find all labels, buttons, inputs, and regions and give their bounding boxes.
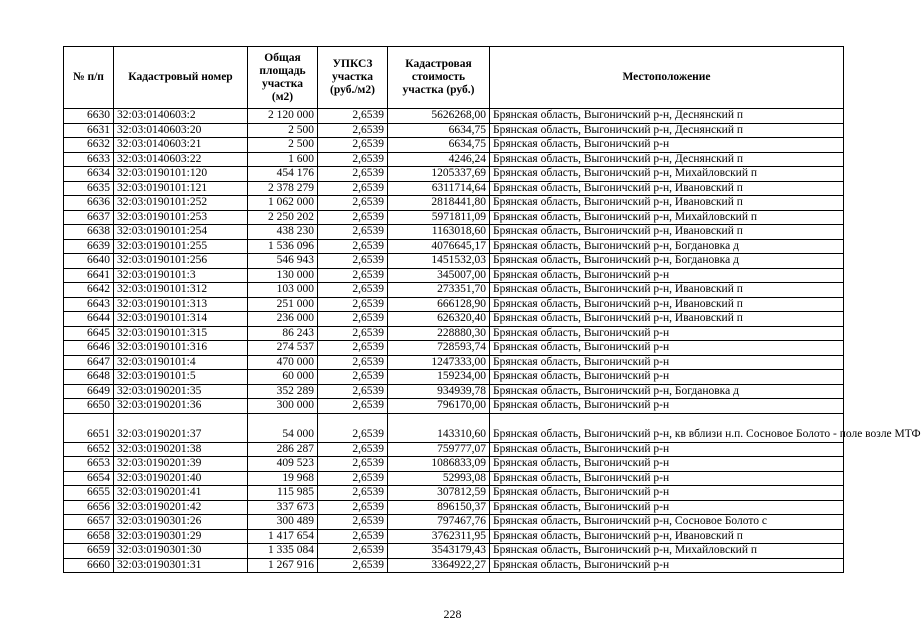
- area-cell: 300 489: [248, 515, 318, 530]
- cadastral-number-cell: 32:03:0190201:35: [114, 384, 248, 399]
- cadastral-number-cell: 32:03:0140603:20: [114, 123, 248, 138]
- area-cell: 454 176: [248, 167, 318, 182]
- rate-cell: 2,6539: [318, 544, 388, 559]
- rate-cell: 2,6539: [318, 225, 388, 240]
- area-cell: 19 968: [248, 471, 318, 486]
- rate-cell: 2,6539: [318, 384, 388, 399]
- location-cell: Брянская область, Выгоничский р-н, Деснянский п: [490, 123, 844, 138]
- rate-cell: 2,6539: [318, 297, 388, 312]
- rate-cell: 2,6539: [318, 413, 388, 442]
- cadastral-number-cell: 32:03:0190301:31: [114, 558, 248, 573]
- cost-cell: 3364922,27: [388, 558, 490, 573]
- cadastral-number-cell: 32:03:0190101:312: [114, 283, 248, 298]
- location-cell: Брянская область, Выгоничский р-н, Ивановский п: [490, 283, 844, 298]
- area-cell: 251 000: [248, 297, 318, 312]
- cost-cell: 159234,00: [388, 370, 490, 385]
- cost-cell: 307812,59: [388, 486, 490, 501]
- cost-cell: 5971811,09: [388, 210, 490, 225]
- row-number-cell: 6634: [64, 167, 114, 182]
- cost-cell: 143310,60: [388, 413, 490, 442]
- area-cell: 86 243: [248, 326, 318, 341]
- cadastral-number-cell: 32:03:0190101:252: [114, 196, 248, 211]
- location-cell: Брянская область, Выгоничский р-н: [490, 457, 844, 472]
- table-row: [64, 167, 844, 182]
- location-cell: Брянская область, Выгоничский р-н: [490, 399, 844, 414]
- table-row: [64, 268, 844, 283]
- cadastral-number-cell: 32:03:0190101:5: [114, 370, 248, 385]
- row-number-cell: 6631: [64, 123, 114, 138]
- table-row: [64, 123, 844, 138]
- cost-cell: 6311714,64: [388, 181, 490, 196]
- table-row: [64, 138, 844, 153]
- area-cell: 1 536 096: [248, 239, 318, 254]
- area-cell: 60 000: [248, 370, 318, 385]
- row-number-cell: 6630: [64, 109, 114, 124]
- rate-cell: 2,6539: [318, 196, 388, 211]
- header-area: Общая площадь участка (м2): [248, 47, 318, 109]
- area-cell: 2 250 202: [248, 210, 318, 225]
- location-cell: Брянская область, Выгоничский р-н, Ивановский п: [490, 529, 844, 544]
- rate-cell: 2,6539: [318, 500, 388, 515]
- row-number-cell: 6641: [64, 268, 114, 283]
- area-cell: 236 000: [248, 312, 318, 327]
- table-row: [64, 529, 844, 544]
- table-row: [64, 500, 844, 515]
- rate-cell: 2,6539: [318, 515, 388, 530]
- row-number-cell: 6638: [64, 225, 114, 240]
- cadastral-number-cell: 32:03:0190201:40: [114, 471, 248, 486]
- table-row: [64, 181, 844, 196]
- area-cell: 2 120 000: [248, 109, 318, 124]
- row-number-cell: 6639: [64, 239, 114, 254]
- location-cell: Брянская область, Выгоничский р-н: [490, 355, 844, 370]
- area-cell: 438 230: [248, 225, 318, 240]
- cost-cell: 3543179,43: [388, 544, 490, 559]
- row-number-cell: 6656: [64, 500, 114, 515]
- table-row: [64, 283, 844, 298]
- cost-cell: 3762311,95: [388, 529, 490, 544]
- cadastral-number-cell: 32:03:0190201:39: [114, 457, 248, 472]
- cadastral-number-cell: 32:03:0190301:30: [114, 544, 248, 559]
- cost-cell: 626320,40: [388, 312, 490, 327]
- area-cell: 470 000: [248, 355, 318, 370]
- cadastral-number-cell: 32:03:0190201:38: [114, 442, 248, 457]
- table-row: [64, 384, 844, 399]
- cost-cell: 759777,07: [388, 442, 490, 457]
- table-row: [64, 355, 844, 370]
- header-cadastral-number: Кадастровый номер: [114, 47, 248, 109]
- cost-cell: 6634,75: [388, 138, 490, 153]
- row-number-cell: 6640: [64, 254, 114, 269]
- cost-cell: 6634,75: [388, 123, 490, 138]
- location-cell: Брянская область, Выгоничский р-н: [490, 138, 844, 153]
- rate-cell: 2,6539: [318, 355, 388, 370]
- cadastral-number-cell: 32:03:0190101:314: [114, 312, 248, 327]
- table-row: [64, 239, 844, 254]
- cadastral-number-cell: 32:03:0190101:255: [114, 239, 248, 254]
- table-row: [64, 326, 844, 341]
- row-number-cell: 6642: [64, 283, 114, 298]
- rate-cell: 2,6539: [318, 181, 388, 196]
- area-cell: 2 500: [248, 138, 318, 153]
- table-row: [64, 152, 844, 167]
- cost-cell: 666128,90: [388, 297, 490, 312]
- rate-cell: 2,6539: [318, 558, 388, 573]
- row-number-cell: 6655: [64, 486, 114, 501]
- row-number-cell: 6651: [64, 413, 114, 442]
- cadastral-number-cell: 32:03:0190301:26: [114, 515, 248, 530]
- row-number-cell: 6652: [64, 442, 114, 457]
- location-cell: Брянская область, Выгоничский р-н, Михайловский п: [490, 167, 844, 182]
- area-cell: 286 287: [248, 442, 318, 457]
- location-cell: Брянская область, Выгоничский р-н, Михайловский п: [490, 544, 844, 559]
- rate-cell: 2,6539: [318, 326, 388, 341]
- row-number-cell: 6633: [64, 152, 114, 167]
- row-number-cell: 6653: [64, 457, 114, 472]
- cost-cell: 345007,00: [388, 268, 490, 283]
- row-number-cell: 6659: [64, 544, 114, 559]
- area-cell: 1 267 916: [248, 558, 318, 573]
- cost-cell: 1451532,03: [388, 254, 490, 269]
- cadastral-number-cell: 32:03:0140603:22: [114, 152, 248, 167]
- cost-cell: 796170,00: [388, 399, 490, 414]
- table-row: [64, 457, 844, 472]
- location-cell: Брянская область, Выгоничский р-н, Богдановка д: [490, 239, 844, 254]
- location-cell: Брянская область, Выгоничский р-н, Деснянский п: [490, 109, 844, 124]
- location-cell: Брянская область, Выгоничский р-н: [490, 471, 844, 486]
- location-cell: Брянская область, Выгоничский р-н, Ивановский п: [490, 196, 844, 211]
- cost-cell: 934939,78: [388, 384, 490, 399]
- area-cell: 352 289: [248, 384, 318, 399]
- cadastral-number-cell: 32:03:0190101:3: [114, 268, 248, 283]
- rate-cell: 2,6539: [318, 152, 388, 167]
- row-number-cell: 6635: [64, 181, 114, 196]
- location-cell: Брянская область, Выгоничский р-н, Ивановский п: [490, 225, 844, 240]
- table-row: [64, 544, 844, 559]
- table-row: [64, 399, 844, 414]
- cadastral-number-cell: 32:03:0190201:36: [114, 399, 248, 414]
- area-cell: 337 673: [248, 500, 318, 515]
- area-cell: 103 000: [248, 283, 318, 298]
- location-cell: Брянская область, Выгоничский р-н, Ивановский п: [490, 181, 844, 196]
- area-cell: 1 600: [248, 152, 318, 167]
- location-cell: Брянская область, Выгоничский р-н, Ивановский п: [490, 312, 844, 327]
- cadastral-number-cell: 32:03:0190101:121: [114, 181, 248, 196]
- row-number-cell: 6658: [64, 529, 114, 544]
- cadastral-number-cell: 32:03:0190101:120: [114, 167, 248, 182]
- rate-cell: 2,6539: [318, 370, 388, 385]
- table-row: [64, 254, 844, 269]
- table-row: [64, 413, 844, 442]
- rate-cell: 2,6539: [318, 268, 388, 283]
- table-row: [64, 515, 844, 530]
- row-number-cell: 6650: [64, 399, 114, 414]
- rate-cell: 2,6539: [318, 210, 388, 225]
- cost-cell: 4076645,17: [388, 239, 490, 254]
- cadastral-number-cell: 32:03:0190101:313: [114, 297, 248, 312]
- rate-cell: 2,6539: [318, 486, 388, 501]
- rate-cell: 2,6539: [318, 399, 388, 414]
- area-cell: 546 943: [248, 254, 318, 269]
- cost-cell: 5626268,00: [388, 109, 490, 124]
- header-rate: УПКСЗ участка (руб./м2): [318, 47, 388, 109]
- cost-cell: 1247333,00: [388, 355, 490, 370]
- location-cell: Брянская область, Выгоничский р-н: [490, 558, 844, 573]
- table-row: [64, 486, 844, 501]
- cost-cell: 896150,37: [388, 500, 490, 515]
- rate-cell: 2,6539: [318, 239, 388, 254]
- table-row: [64, 312, 844, 327]
- table-row: [64, 196, 844, 211]
- row-number-cell: 6632: [64, 138, 114, 153]
- area-cell: 115 985: [248, 486, 318, 501]
- cost-cell: 2818441,80: [388, 196, 490, 211]
- rate-cell: 2,6539: [318, 109, 388, 124]
- cadastral-number-cell: 32:03:0140603:2: [114, 109, 248, 124]
- table-row: [64, 471, 844, 486]
- table-row: [64, 341, 844, 356]
- area-cell: 1 062 000: [248, 196, 318, 211]
- row-number-cell: 6643: [64, 297, 114, 312]
- location-cell: Брянская область, Выгоничский р-н, Богдановка д: [490, 384, 844, 399]
- cadastral-number-cell: 32:03:0190101:4: [114, 355, 248, 370]
- area-cell: 54 000: [248, 413, 318, 442]
- area-cell: 1 335 084: [248, 544, 318, 559]
- location-cell: Брянская область, Выгоничский р-н: [490, 326, 844, 341]
- header-row-number: № п/п: [64, 47, 114, 109]
- row-number-cell: 6646: [64, 341, 114, 356]
- rate-cell: 2,6539: [318, 457, 388, 472]
- table-header-row: [64, 47, 844, 109]
- rate-cell: 2,6539: [318, 123, 388, 138]
- cost-cell: 797467,76: [388, 515, 490, 530]
- cadastral-number-cell: 32:03:0190201:41: [114, 486, 248, 501]
- rate-cell: 2,6539: [318, 312, 388, 327]
- cadastral-number-cell: 32:03:0190301:29: [114, 529, 248, 544]
- location-cell: Брянская область, Выгоничский р-н: [490, 341, 844, 356]
- rate-cell: 2,6539: [318, 529, 388, 544]
- rate-cell: 2,6539: [318, 471, 388, 486]
- header-location: Местоположение: [490, 47, 844, 109]
- table-row: [64, 558, 844, 573]
- rate-cell: 2,6539: [318, 254, 388, 269]
- cost-cell: 52993,08: [388, 471, 490, 486]
- location-cell: Брянская область, Выгоничский р-н: [490, 442, 844, 457]
- row-number-cell: 6657: [64, 515, 114, 530]
- area-cell: 300 000: [248, 399, 318, 414]
- cadastral-number-cell: 32:03:0140603:21: [114, 138, 248, 153]
- table-row: [64, 297, 844, 312]
- location-cell: Брянская область, Выгоничский р-н, Михайловский п: [490, 210, 844, 225]
- row-number-cell: 6654: [64, 471, 114, 486]
- location-cell: Брянская область, Выгоничский р-н: [490, 500, 844, 515]
- location-cell: Брянская область, Выгоничский р-н: [490, 268, 844, 283]
- row-number-cell: 6645: [64, 326, 114, 341]
- row-number-cell: 6660: [64, 558, 114, 573]
- cost-cell: 1086833,09: [388, 457, 490, 472]
- rate-cell: 2,6539: [318, 442, 388, 457]
- area-cell: 2 500: [248, 123, 318, 138]
- row-number-cell: 6636: [64, 196, 114, 211]
- area-cell: 409 523: [248, 457, 318, 472]
- location-cell: Брянская область, Выгоничский р-н, кв вблизи н.п. Сосновое Болото - поле возле МТФ: [490, 413, 844, 442]
- location-cell: Брянская область, Выгоничский р-н, Ивановский п: [490, 297, 844, 312]
- row-number-cell: 6637: [64, 210, 114, 225]
- table-row: [64, 370, 844, 385]
- cadastral-number-cell: 32:03:0190101:316: [114, 341, 248, 356]
- cadastral-number-cell: 32:03:0190101:256: [114, 254, 248, 269]
- header-cadastral-cost: Кадастровая стоимость участка (руб.): [388, 47, 490, 109]
- rate-cell: 2,6539: [318, 167, 388, 182]
- table-row: [64, 225, 844, 240]
- table-row: [64, 442, 844, 457]
- rate-cell: 2,6539: [318, 138, 388, 153]
- table-row: [64, 210, 844, 225]
- cost-cell: 1163018,60: [388, 225, 490, 240]
- location-cell: Брянская область, Выгоничский р-н, Богдановка д: [490, 254, 844, 269]
- row-number-cell: 6644: [64, 312, 114, 327]
- area-cell: 130 000: [248, 268, 318, 283]
- cadastral-number-cell: 32:03:0190201:42: [114, 500, 248, 515]
- cadastral-number-cell: 32:03:0190201:37: [114, 413, 248, 442]
- area-cell: 2 378 279: [248, 181, 318, 196]
- location-cell: Брянская область, Выгоничский р-н, Сосновое Болото с: [490, 515, 844, 530]
- location-cell: Брянская область, Выгоничский р-н: [490, 486, 844, 501]
- rate-cell: 2,6539: [318, 341, 388, 356]
- row-number-cell: 6647: [64, 355, 114, 370]
- cadastral-table: [63, 46, 921, 573]
- row-number-cell: 6648: [64, 370, 114, 385]
- area-cell: 1 417 654: [248, 529, 318, 544]
- area-cell: 274 537: [248, 341, 318, 356]
- cadastral-number-cell: 32:03:0190101:254: [114, 225, 248, 240]
- cost-cell: 1205337,69: [388, 167, 490, 182]
- table-row: [64, 109, 844, 124]
- cost-cell: 228880,30: [388, 326, 490, 341]
- cadastral-number-cell: 32:03:0190101:315: [114, 326, 248, 341]
- cost-cell: 4246,24: [388, 152, 490, 167]
- cost-cell: 273351,70: [388, 283, 490, 298]
- location-cell: Брянская область, Выгоничский р-н: [490, 370, 844, 385]
- rate-cell: 2,6539: [318, 283, 388, 298]
- cadastral-number-cell: 32:03:0190101:253: [114, 210, 248, 225]
- location-cell: Брянская область, Выгоничский р-н, Деснянский п: [490, 152, 844, 167]
- cost-cell: 728593,74: [388, 341, 490, 356]
- table-body: [64, 109, 921, 573]
- row-number-cell: 6649: [64, 384, 114, 399]
- page-number: 228: [443, 607, 462, 621]
